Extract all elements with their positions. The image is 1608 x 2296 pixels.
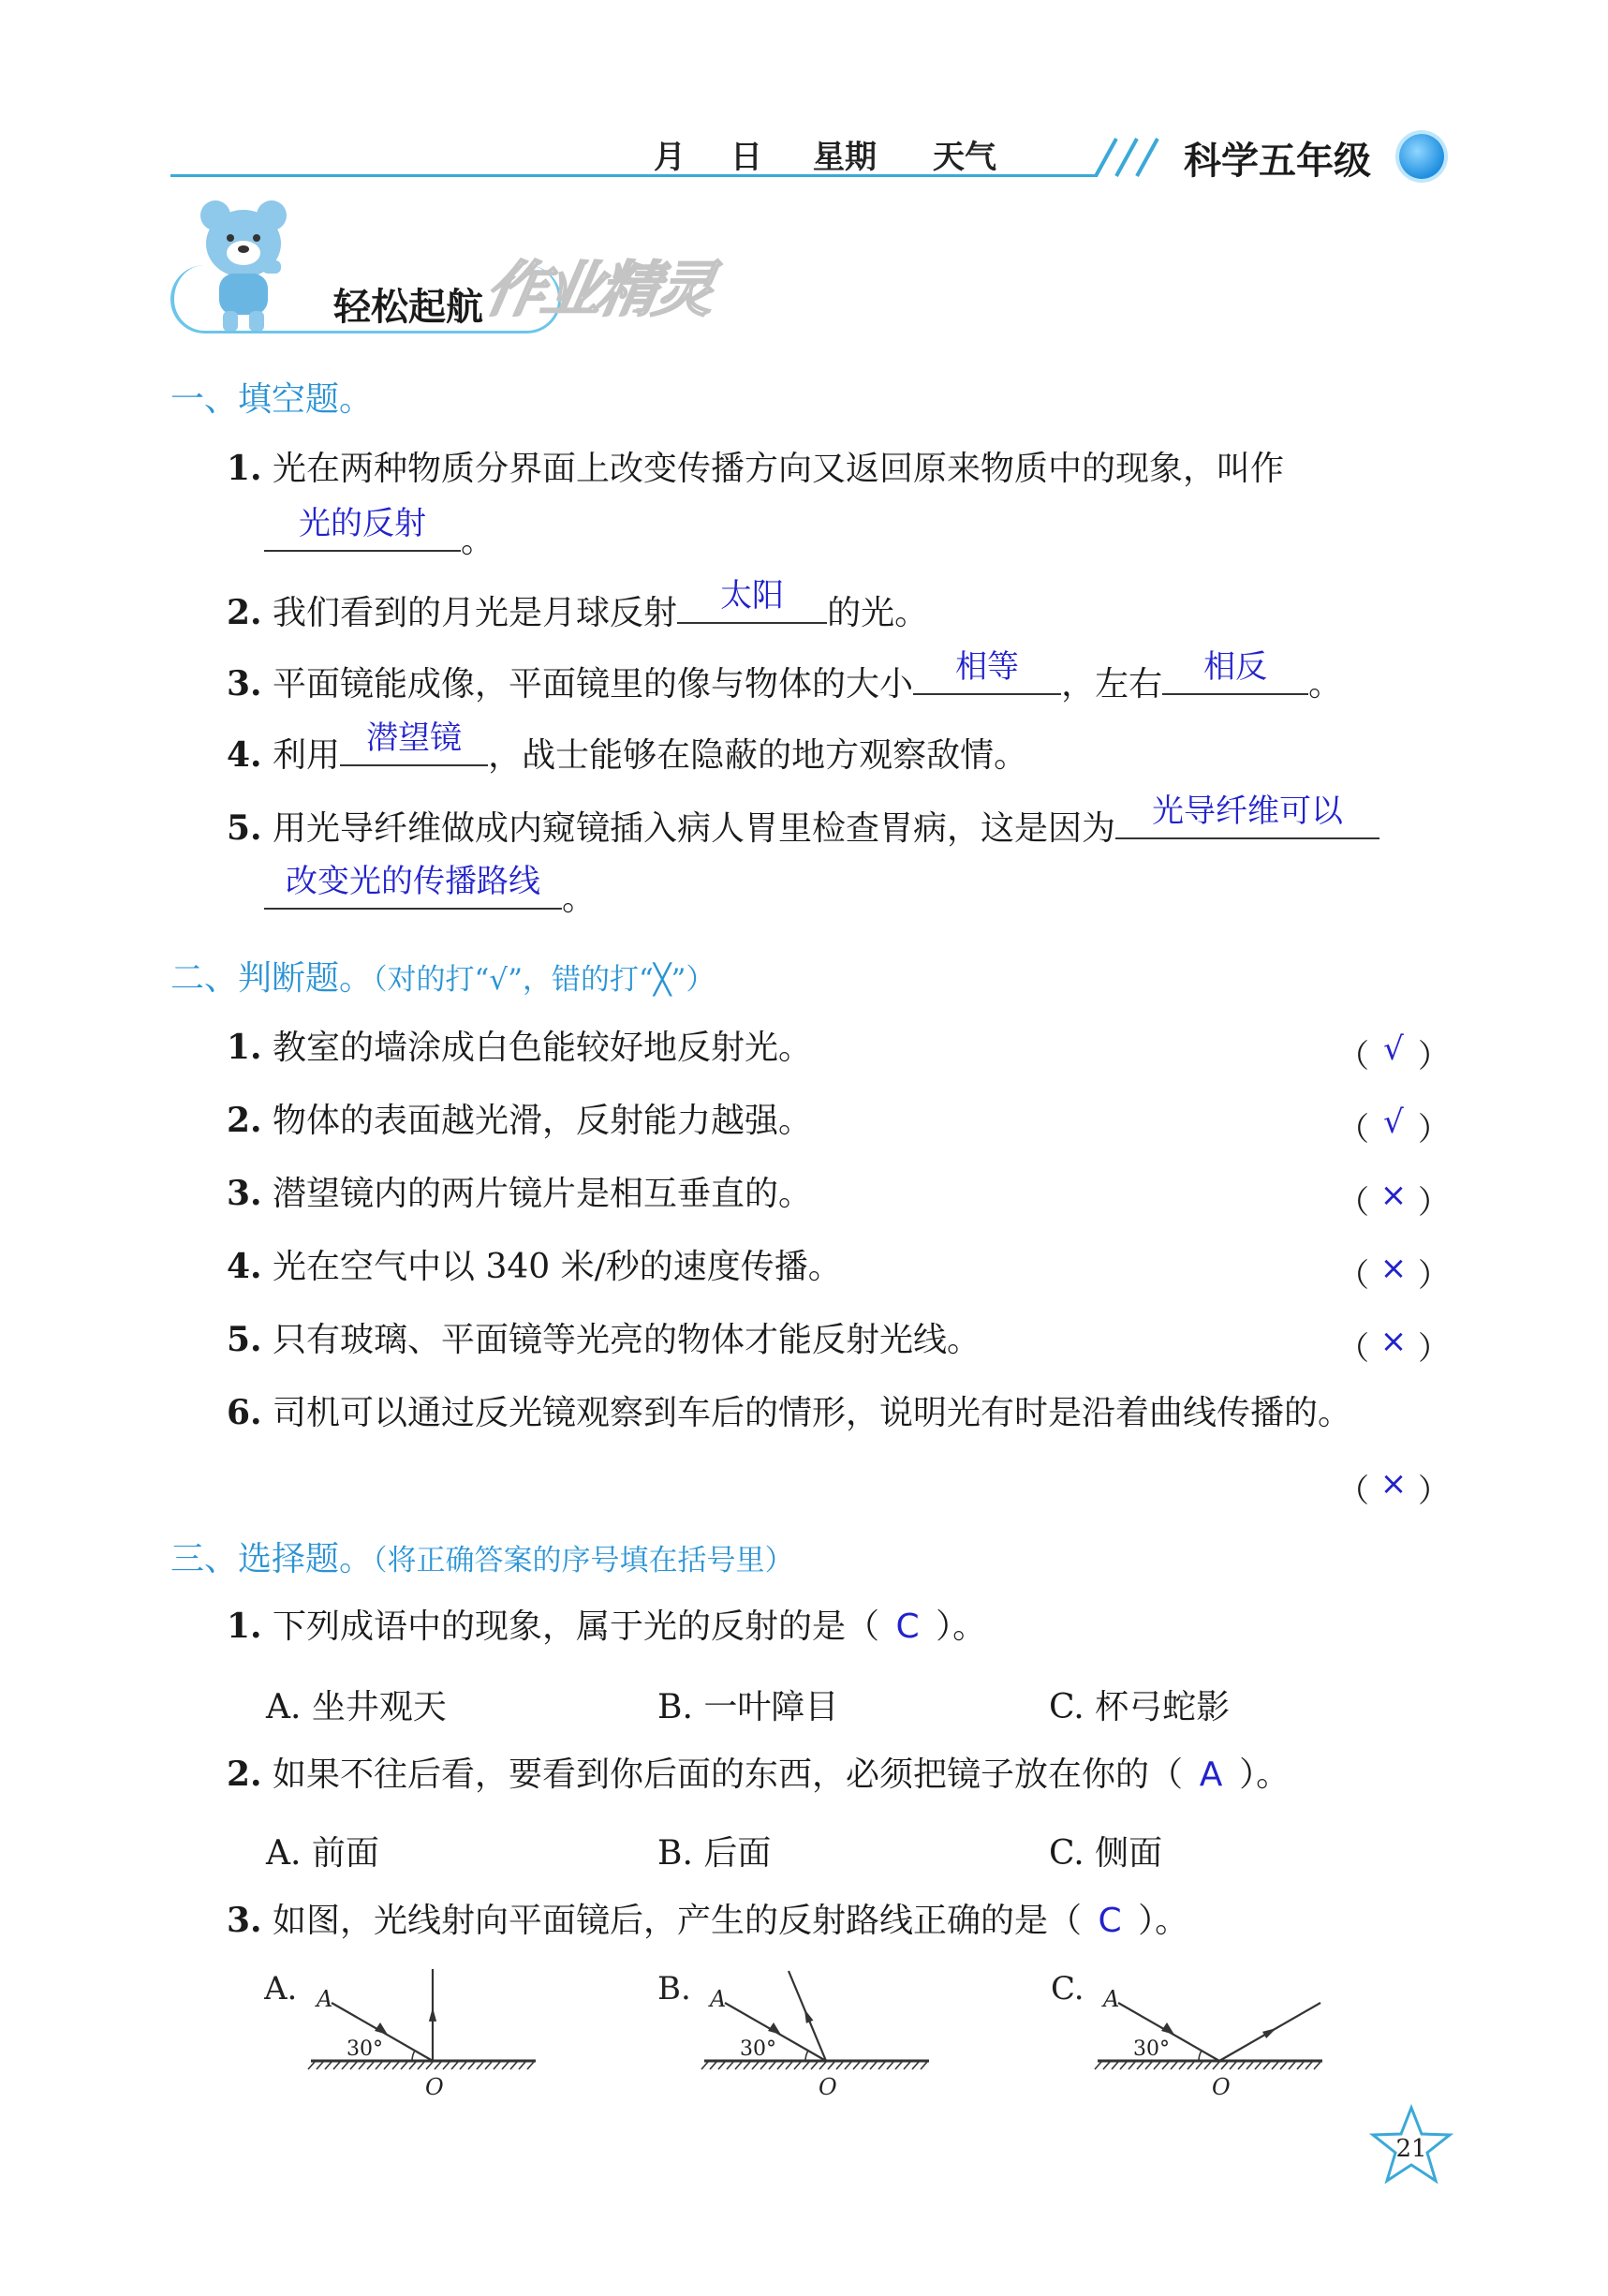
mirror-hatch — [1289, 2062, 1295, 2069]
header-day: 日 — [730, 139, 762, 176]
mirror-hatch — [803, 2062, 809, 2069]
question-text-mid: ，左右 — [1061, 665, 1163, 704]
diagram-a — [264, 1965, 564, 2106]
option-b: B. 后面 — [657, 1834, 772, 1873]
judgment-answer: × — [1379, 1177, 1408, 1214]
angle-arc — [805, 2051, 808, 2061]
mirror-hatch — [317, 2062, 323, 2069]
mirror-hatch — [1154, 2062, 1160, 2069]
paren-close: ） — [1418, 1111, 1450, 1148]
judgment-item — [227, 1100, 812, 1142]
mirror-hatch — [744, 2062, 750, 2069]
mirror-hatch — [760, 2062, 767, 2069]
question-text: 司机可以通过反光镜观察到车后的情形，说明光有时是沿着曲线传播的。 — [273, 1394, 1352, 1432]
mirror-hatch — [735, 2062, 742, 2069]
s1-q1-answer-line — [264, 505, 495, 562]
question-text: 利用 — [273, 736, 341, 775]
question-number: 3. — [227, 1174, 262, 1213]
page-number: 21 — [1395, 2135, 1427, 2163]
mirror-hatch — [1095, 2062, 1101, 2069]
mirror-hatch — [1247, 2062, 1253, 2069]
diagram-c — [1051, 1965, 1350, 2106]
section2-title — [170, 952, 715, 1000]
point-a-label: A — [317, 1986, 333, 2012]
paren-open: （ — [1337, 1038, 1369, 1075]
question-number: 1. — [227, 1028, 262, 1067]
mirror-hatch — [1103, 2062, 1110, 2069]
incident-arrow — [375, 2022, 388, 2035]
mirror-hatch — [527, 2062, 534, 2069]
question-text: 下列成语中的现象，属于光的反射的是（ — [273, 1607, 880, 1646]
answer-text: 改变光的传播路线 — [286, 863, 540, 900]
question-text: 光在两种物质分界面上改变传播方向又返回原来物质中的现象，叫作 — [273, 450, 1285, 488]
mirror-hatch — [777, 2062, 784, 2069]
paren-open: （ — [1337, 1257, 1369, 1295]
mirror-hatch — [409, 2062, 416, 2069]
option-c: C. 杯弓蛇影 — [1049, 1688, 1231, 1726]
s1-q2 — [227, 577, 929, 634]
question-number: 5. — [227, 808, 262, 848]
option-a: A. 坐井观天 — [266, 1688, 447, 1726]
mirror-hatch — [1263, 2062, 1270, 2069]
mirror-hatch — [710, 2062, 716, 2069]
header-month: 月 — [654, 139, 686, 176]
mirror-hatch — [1314, 2062, 1320, 2069]
judgment-answer: √ — [1383, 1030, 1404, 1068]
paren-open: （ — [1337, 1330, 1369, 1368]
judgment-item — [227, 1173, 812, 1215]
answer-text: 光的反射 — [299, 505, 426, 542]
mirror-hatch — [477, 2062, 483, 2069]
s3-q1 — [227, 1606, 986, 1648]
answer-text: 光导纤维可以 — [1152, 792, 1344, 830]
question-number: 4. — [227, 735, 262, 775]
option-b: B. 一叶障目 — [657, 1688, 839, 1726]
mirror-hatch — [1196, 2062, 1202, 2069]
point-a-label: A — [1103, 1986, 1120, 2012]
mirror-hatch — [794, 2062, 801, 2069]
mirror-hatch — [435, 2062, 441, 2069]
mirror-hatch — [325, 2062, 332, 2069]
question-number: 3. — [227, 1901, 262, 1940]
mirror-hatch — [1129, 2062, 1135, 2069]
mirror-hatch — [426, 2062, 433, 2069]
answer-choice[interactable]: C — [895, 1607, 920, 1646]
mirror-hatch — [878, 2062, 885, 2069]
answer-blank-2[interactable] — [264, 863, 562, 910]
diagram-label: B. — [657, 1970, 691, 2007]
reflected-arrow — [1262, 2028, 1276, 2038]
question-text: 潜望镜内的两片镜片是相互垂直的。 — [273, 1175, 813, 1213]
question-text-end: ，战士能够在隐蔽的地方观察敌情。 — [488, 736, 1028, 775]
subject-dot-icon — [1399, 134, 1444, 179]
angle-arc — [1199, 2051, 1202, 2061]
question-text: 平面镜能成像，平面镜里的像与物体的大小 — [273, 665, 914, 704]
angle-arc — [412, 2051, 415, 2061]
banner-title: 轻松起航 — [333, 286, 483, 329]
mirror-hatch — [1238, 2062, 1245, 2069]
answer-text: 太阳 — [720, 577, 785, 615]
mirror-hatch — [333, 2062, 340, 2069]
section-title-text: 三、选择题。 — [170, 1540, 374, 1578]
subject-title: 科学五年级 — [1184, 140, 1371, 183]
diagram-label: C. — [1051, 1970, 1084, 2007]
mirror-hatch — [811, 2062, 818, 2069]
mirror-hatch — [367, 2062, 374, 2069]
mirror-hatch — [1171, 2062, 1177, 2069]
diagram-label: A. — [264, 1970, 298, 2007]
mirror-hatch — [485, 2062, 492, 2069]
mirror-hatch — [1145, 2062, 1152, 2069]
mirror-hatch — [853, 2062, 860, 2069]
mirror-hatch — [359, 2062, 365, 2069]
mirror-hatch — [418, 2062, 424, 2069]
answer-text: 潜望镜 — [366, 719, 463, 757]
question-text: 物体的表面越光滑，反射能力越强。 — [273, 1102, 813, 1140]
question-text: 如果不往后看，要看到你后面的东西，必须把镜子放在你的（ — [273, 1755, 1184, 1794]
judgment-answer: √ — [1383, 1104, 1404, 1141]
mirror-hatch — [701, 2062, 708, 2069]
answer-blank[interactable] — [264, 505, 461, 552]
answer-text: 相反 — [1203, 648, 1268, 686]
question-text: 用光导纤维做成内窥镜插入病人胃里检查胃病，这是因为 — [273, 809, 1116, 848]
question-text: 如图，光线射向平面镜后，产生的反射路线正确的是（ — [273, 1902, 1083, 1940]
watermark-text: 作业精灵 — [479, 256, 717, 325]
section-title-text: 二、判断题。 — [170, 959, 374, 998]
question-number: 2. — [227, 1755, 262, 1794]
paren-open: （ — [1337, 1473, 1369, 1510]
answer-choice[interactable]: C — [1098, 1902, 1122, 1940]
mirror-hatch — [1204, 2062, 1211, 2069]
header-slashes-decoration — [1077, 133, 1171, 180]
s1-q5 — [227, 792, 1379, 850]
mirror-hatch — [519, 2062, 525, 2069]
s1-q1 — [227, 448, 1284, 490]
mirror-hatch — [904, 2062, 910, 2069]
angle-label: 30° — [347, 2037, 383, 2061]
mirror-hatch — [1120, 2062, 1127, 2069]
mirror-hatch — [468, 2062, 475, 2069]
answer-choice[interactable]: A — [1199, 1755, 1223, 1794]
mirror-hatch — [1297, 2062, 1304, 2069]
header-weather: 天气 — [933, 139, 996, 176]
option-c: C. 侧面 — [1049, 1834, 1163, 1873]
incident-arrow — [768, 2022, 781, 2035]
mirror-hatch — [1255, 2062, 1261, 2069]
judgment-answer: × — [1379, 1465, 1408, 1503]
question-number: 5. — [227, 1320, 262, 1359]
mirror-hatch — [1272, 2062, 1278, 2069]
answer-blank-1[interactable] — [913, 648, 1061, 695]
mirror-hatch — [1221, 2062, 1228, 2069]
point-a-label: A — [710, 1986, 727, 2012]
question-text: 教室的墙涂成白色能较好地反射光。 — [273, 1029, 813, 1067]
mirror-hatch — [836, 2062, 843, 2069]
question-number: 3. — [227, 664, 262, 704]
question-number: 1. — [227, 449, 262, 488]
mirror-hatch — [342, 2062, 348, 2069]
diagram-b — [657, 1965, 957, 2106]
mirror-hatch — [350, 2062, 357, 2069]
section3-title — [170, 1533, 794, 1580]
mirror-hatch — [752, 2062, 759, 2069]
judgment-item — [227, 1392, 1351, 1434]
question-text: 光在空气中以 340 米/秒的速度传播。 — [273, 1248, 842, 1286]
question-text-end: 的光。 — [827, 594, 929, 632]
mirror-hatch — [460, 2062, 466, 2069]
point-o-label: O — [1212, 2074, 1231, 2100]
mirror-hatch — [862, 2062, 868, 2069]
answer-blank-2[interactable] — [1162, 648, 1308, 695]
mirror-hatch — [502, 2062, 509, 2069]
option-a: A. 前面 — [266, 1834, 379, 1873]
section-note: （对的打“√”，错的打“╳”） — [373, 963, 715, 997]
paren-close: ） — [1418, 1184, 1450, 1222]
question-number: 2. — [227, 1101, 262, 1140]
mirror-hatch — [384, 2062, 391, 2069]
section-note: （将正确答案的序号填在括号里） — [373, 1544, 794, 1578]
mirror-hatch — [1280, 2062, 1287, 2069]
question-text-end: ）。 — [936, 1607, 987, 1646]
question-text: 只有玻璃、平面镜等光亮的物体才能反射光线。 — [273, 1321, 981, 1359]
question-text-end: ）。 — [1239, 1755, 1291, 1794]
judgment-item — [227, 1246, 842, 1288]
mirror-hatch — [1137, 2062, 1143, 2069]
question-text-end: ）。 — [1138, 1902, 1189, 1940]
mirror-hatch — [392, 2062, 399, 2069]
mirror-hatch — [376, 2062, 382, 2069]
s1-q3 — [227, 648, 1343, 705]
mirror-hatch — [308, 2062, 315, 2069]
mirror-hatch — [786, 2062, 792, 2069]
paren-close: ） — [1418, 1257, 1450, 1295]
s3-q3 — [227, 1900, 1188, 1942]
mirror-hatch — [887, 2062, 893, 2069]
s1-q5-continued — [264, 863, 597, 920]
mirror-hatch — [912, 2062, 919, 2069]
mirror-hatch — [921, 2062, 927, 2069]
judgment-item — [227, 1319, 981, 1361]
question-number: 2. — [227, 593, 262, 632]
paren-close: ） — [1418, 1473, 1450, 1510]
mirror-hatch — [510, 2062, 517, 2069]
mirror-hatch — [1179, 2062, 1186, 2069]
answer-text: 相等 — [955, 648, 1020, 686]
answer-blank[interactable] — [677, 577, 827, 624]
page-number-star-icon — [1369, 2104, 1453, 2188]
punctuation: 。 — [1308, 665, 1343, 704]
point-o-label: O — [425, 2074, 444, 2100]
judgment-item — [227, 1027, 812, 1069]
mirror-hatch — [443, 2062, 450, 2069]
mirror-hatch — [727, 2062, 733, 2069]
punctuation: 。 — [562, 880, 597, 918]
s1-q4 — [227, 719, 1028, 777]
incident-arrow — [1161, 2022, 1174, 2035]
paren-close: ） — [1418, 1038, 1450, 1075]
point-o-label: O — [819, 2074, 837, 2100]
mirror-hatch — [401, 2062, 407, 2069]
reflected-arrow — [429, 2007, 436, 2022]
angle-label: 30° — [740, 2037, 776, 2061]
reflected-arrow — [804, 2009, 814, 2023]
mirror-hatch — [819, 2062, 826, 2069]
question-number: 6. — [227, 1393, 262, 1432]
mirror-hatch — [1230, 2062, 1236, 2069]
mirror-hatch — [828, 2062, 834, 2069]
mirror-hatch — [769, 2062, 775, 2069]
angle-label: 30° — [1133, 2037, 1170, 2061]
question-number: 4. — [227, 1247, 262, 1286]
s3-q2 — [227, 1754, 1290, 1796]
mirror-hatch — [870, 2062, 877, 2069]
judgment-answer: × — [1379, 1250, 1408, 1287]
mirror-hatch — [1213, 2062, 1219, 2069]
question-number: 1. — [227, 1607, 262, 1646]
mirror-hatch — [718, 2062, 725, 2069]
judgment-answer: × — [1379, 1323, 1408, 1360]
question-text: 我们看到的月光是月球反射 — [273, 594, 678, 632]
answer-blank[interactable] — [340, 719, 488, 766]
paren-open: （ — [1337, 1184, 1369, 1222]
mirror-hatch — [845, 2062, 851, 2069]
mirror-hatch — [1306, 2062, 1312, 2069]
header-weekday: 星期 — [813, 139, 877, 176]
answer-blank-1[interactable] — [1115, 792, 1379, 839]
paren-open: （ — [1337, 1111, 1369, 1148]
mirror-hatch — [494, 2062, 500, 2069]
mirror-hatch — [1112, 2062, 1118, 2069]
mirror-hatch — [1162, 2062, 1169, 2069]
punctuation: 。 — [461, 522, 495, 560]
mirror-hatch — [895, 2062, 902, 2069]
section1-title: 一、填空题。 — [170, 380, 374, 419]
paren-close: ） — [1418, 1330, 1450, 1368]
mirror-hatch — [1188, 2062, 1194, 2069]
mirror-hatch — [451, 2062, 458, 2069]
